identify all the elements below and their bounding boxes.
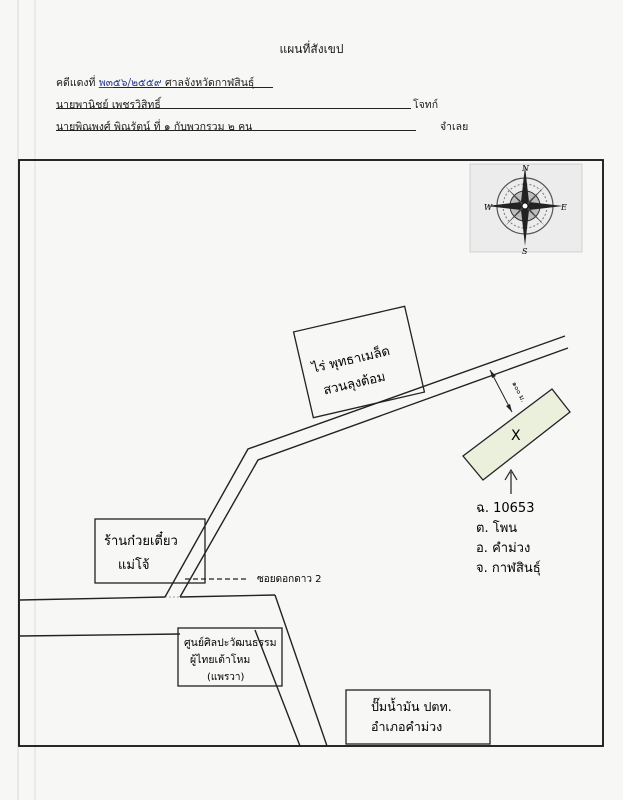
center-label-1: ศูนย์ศิลปะวัฒนธรรม [184,637,277,649]
cross-road-north-east [180,595,275,597]
diagonal-road-edge-1 [275,595,327,746]
defendant-role: จำเลย [440,121,469,133]
compass-n: N [522,164,529,173]
distance-marker [490,370,527,412]
plantation-label-2: สวนลุงต้อม [321,369,387,399]
culture-center-box [178,628,282,686]
deed-amphoe: อ. คำม่วง [476,541,531,556]
cross-road-south [20,634,180,636]
gas-label-1: ปั๊มน้ำมัน ปตท. [371,699,452,714]
compass-s: S [522,247,528,256]
shop-box [95,519,205,583]
distance-label: ๑๐๐ ม. [510,380,528,404]
deed-number: ฉ. 10653 [476,501,535,516]
page-title: แผนที่สังเขป [279,42,344,56]
plaintiff-role: โจทก์ [413,99,439,111]
plantation-box [294,306,425,417]
court-name: ศาลจังหวัดกาฬสินธุ์ [164,77,255,89]
compass-w: W [484,203,493,212]
deed-province: จ. กาฬสินธุ์ [476,561,541,576]
center-label-3: (แพรวา) [207,672,245,683]
shop-label-1: ร้านก๋วยเตี๋ยว [104,534,178,549]
compass-icon [470,164,582,256]
shop-label-2: แม่โจ้ [118,558,150,573]
land-plot [463,389,570,480]
plaintiff-name: นายพานิชย์ เพชรวิสิทธิ์ [56,99,161,111]
center-label-2: ผู้ไทยเต้าโหม [190,654,251,666]
case-number: พ๓๕๖/๒๕๕๙ [98,77,162,89]
cross-road-north-west [20,597,165,600]
compass-e: E [561,203,567,212]
plantation-label-1: ไร่ พุทธาเมล็ด [310,343,392,377]
defendant-name: นายพิณพงศ์ พิณรัตน์ ที่ ๑ กับพวกรวม ๒ คน [56,121,253,133]
plot-arrow [505,470,517,494]
gas-station-box [346,690,490,744]
case-label: คดีแดงที่ [56,77,96,89]
soi-label: ซอยดอกดาว 2 [257,574,322,585]
deed-info [476,501,541,576]
gas-label-2: อำเภอคำม่วง [371,719,443,734]
deed-tambon: ต. โพน [476,521,518,536]
plot-mark: X [511,428,521,444]
